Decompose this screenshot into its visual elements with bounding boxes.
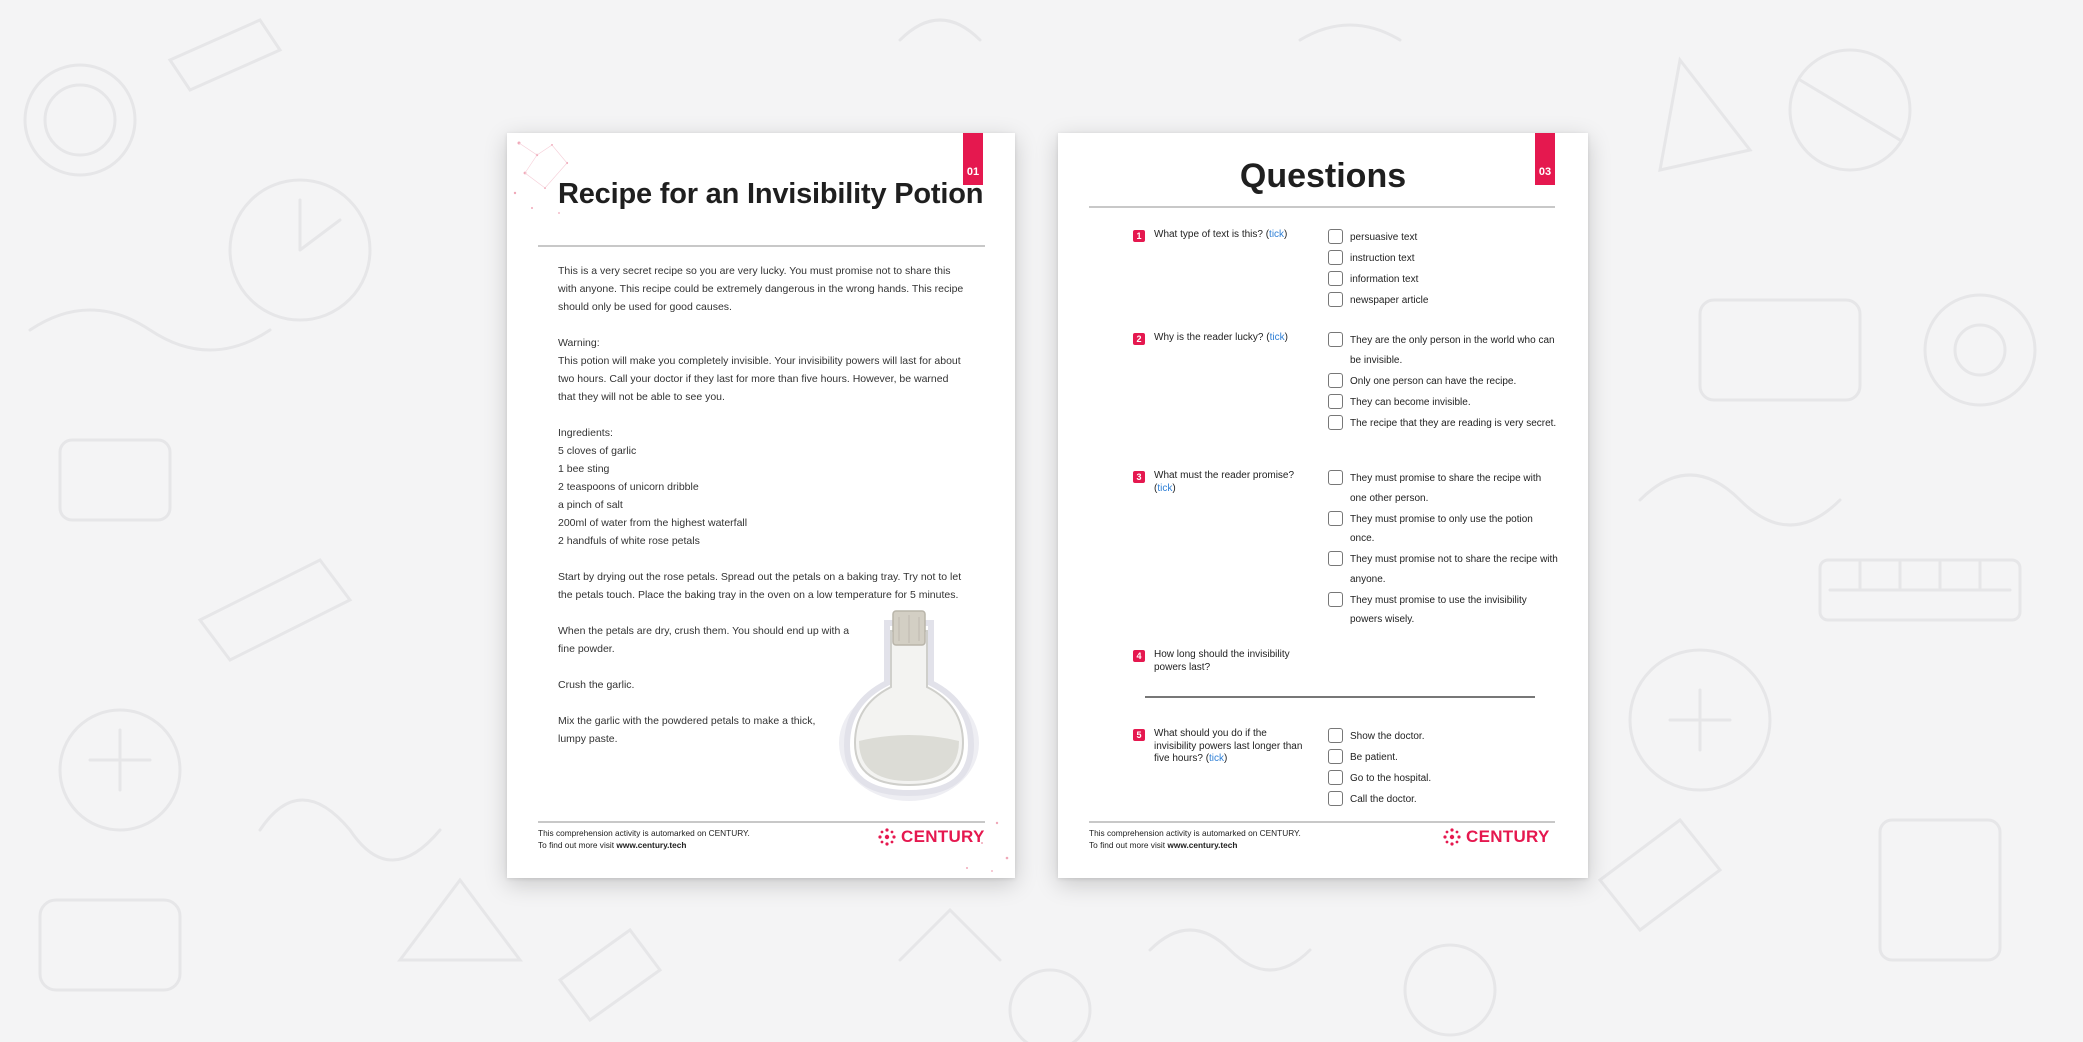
answer-label: persuasive text xyxy=(1350,232,1418,243)
footer-line-2: To find out more visit xyxy=(1089,839,1168,850)
answer-label: They must promise not to share the recipe with anyone. xyxy=(1350,554,1558,585)
footer-note xyxy=(1089,828,1301,851)
answer-checkbox[interactable] xyxy=(1328,749,1343,764)
intro-paragraph: This is a very secret recipe so you are very lucky. You must promise not to share this with anyone. This recipe could be extremely dangerous in the wrong hands. This recipe should only be used for good causes. xyxy=(558,265,964,313)
footer-divider xyxy=(538,821,985,823)
footer-divider xyxy=(1089,821,1555,823)
answer-options xyxy=(1328,228,1560,312)
ingredient-item: a pinch of salt xyxy=(558,499,623,511)
answer-option[interactable] xyxy=(1328,228,1560,248)
question-number: 3 xyxy=(1133,471,1145,483)
answer-label: Be patient. xyxy=(1350,752,1398,763)
century-logo xyxy=(877,827,985,847)
answer-checkbox[interactable] xyxy=(1328,728,1343,743)
footer-note xyxy=(538,828,750,851)
answer-option[interactable] xyxy=(1328,769,1560,789)
answer-checkbox[interactable] xyxy=(1328,271,1343,286)
potion-bottle-icon xyxy=(829,603,989,803)
answer-label: Show the doctor. xyxy=(1350,731,1425,742)
question-text: How long should the invisibility powers last? xyxy=(1154,649,1290,673)
answer-label: They must promise to use the invisibility powers wisely. xyxy=(1350,594,1527,625)
answer-label: They can become invisible. xyxy=(1350,396,1471,408)
answer-options xyxy=(1328,727,1560,811)
answer-label: They are the only person in the world who can be invisible. xyxy=(1350,335,1555,366)
ingredient-item: 1 bee sting xyxy=(558,463,610,475)
century-logo xyxy=(1442,827,1550,847)
page-number-tab: 01 xyxy=(963,133,983,185)
answer-option[interactable] xyxy=(1328,469,1560,508)
page-number-tab: 03 xyxy=(1535,133,1555,185)
answer-option[interactable] xyxy=(1328,727,1560,747)
footer-url-link[interactable]: www.century.tech xyxy=(1167,839,1238,850)
century-logo-icon xyxy=(1442,827,1462,847)
question-number: 5 xyxy=(1133,729,1145,741)
ingredient-item: 2 teaspoons of unicorn dribble xyxy=(558,481,699,493)
answer-option[interactable] xyxy=(1328,291,1560,311)
answer-option[interactable] xyxy=(1328,550,1560,589)
answer-checkbox[interactable] xyxy=(1328,292,1343,307)
answer-line[interactable] xyxy=(1145,696,1535,698)
method-step-4: Mix the garlic with the powdered petals to make a thick, lumpy paste. xyxy=(558,715,816,745)
warning-heading: Warning: xyxy=(558,337,600,349)
footer-line-2: To find out more visit xyxy=(538,839,617,850)
century-logo-icon xyxy=(877,827,897,847)
question-text: What must the reader promise? (tick) xyxy=(1154,470,1295,494)
answer-label: information text xyxy=(1350,274,1419,285)
questions-page xyxy=(1058,133,1588,878)
answer-option[interactable] xyxy=(1328,249,1560,269)
answer-option[interactable] xyxy=(1328,790,1560,810)
warning-paragraph: This potion will make you completely invisible. Your invisibility powers will last for about two hours. Call your doctor if they last for more than five hours. However, be warned that they will not be able to see you. xyxy=(558,355,961,403)
answer-label: Call the doctor. xyxy=(1350,794,1417,805)
method-step-2: When the petals are dry, crush them. You should end up with a fine powder. xyxy=(558,625,850,655)
answer-options xyxy=(1328,469,1560,631)
page-title: Recipe for an Invisibility Potion xyxy=(558,178,984,210)
ingredients-heading: Ingredients: xyxy=(558,427,613,439)
answer-checkbox[interactable] xyxy=(1328,373,1343,388)
answer-label: They must promise to only use the potion once. xyxy=(1350,513,1533,544)
answer-checkbox[interactable] xyxy=(1328,229,1343,244)
footer-line-1: This comprehension activity is automarked on CENTURY. xyxy=(538,828,750,838)
question-text: What should you do if the invisibility powers last longer than five hours? (tick) xyxy=(1154,728,1303,764)
answer-label: They must promise to share the recipe with one other person. xyxy=(1350,473,1542,504)
question-number: 4 xyxy=(1133,650,1145,662)
footer-url-link[interactable]: www.century.tech xyxy=(616,839,687,850)
recipe-page xyxy=(507,133,1015,878)
answer-option[interactable] xyxy=(1328,414,1560,434)
answer-label: The recipe that they are reading is very secret. xyxy=(1350,417,1557,429)
answer-checkbox[interactable] xyxy=(1328,394,1343,409)
answer-option[interactable] xyxy=(1328,372,1560,392)
answer-checkbox[interactable] xyxy=(1328,511,1343,526)
century-wordmark: CENTURY xyxy=(1466,827,1550,846)
answer-label: Go to the hospital. xyxy=(1350,773,1432,784)
answer-option[interactable] xyxy=(1328,393,1560,413)
answer-checkbox[interactable] xyxy=(1328,592,1343,607)
answer-label: Only one person can have the recipe. xyxy=(1350,375,1517,387)
answer-option[interactable] xyxy=(1328,270,1560,290)
title-divider xyxy=(538,245,985,247)
ingredient-item: 2 handfuls of white rose petals xyxy=(558,535,700,547)
title-divider xyxy=(1089,206,1555,208)
answer-option[interactable] xyxy=(1328,748,1560,768)
footer-line-1: This comprehension activity is automarked on CENTURY. xyxy=(1089,828,1301,838)
method-step-1: Start by drying out the rose petals. Spread out the petals on a baking tray. Try not to let the petals touch. Place the baking tray in the oven on a low temperature for 5 minutes. xyxy=(558,571,962,601)
answer-label: newspaper article xyxy=(1350,295,1429,306)
answer-option[interactable] xyxy=(1328,331,1560,370)
answer-options xyxy=(1328,331,1560,435)
ingredient-item: 5 cloves of garlic xyxy=(558,445,637,457)
answer-checkbox[interactable] xyxy=(1328,551,1343,566)
question-text: Why is the reader lucky? (tick) xyxy=(1154,332,1288,343)
answer-option[interactable] xyxy=(1328,591,1560,630)
answer-checkbox[interactable] xyxy=(1328,250,1343,265)
answer-label: instruction text xyxy=(1350,253,1415,264)
answer-checkbox[interactable] xyxy=(1328,470,1343,485)
answer-checkbox[interactable] xyxy=(1328,791,1343,806)
question-text: What type of text is this? (tick) xyxy=(1154,229,1288,240)
page-title: Questions xyxy=(1239,157,1407,195)
answer-checkbox[interactable] xyxy=(1328,415,1343,430)
question-number: 2 xyxy=(1133,333,1145,345)
answer-option[interactable] xyxy=(1328,510,1560,549)
answer-checkbox[interactable] xyxy=(1328,332,1343,347)
method-step-3: Crush the garlic. xyxy=(558,679,635,691)
answer-checkbox[interactable] xyxy=(1328,770,1343,785)
century-wordmark: CENTURY xyxy=(901,827,985,846)
ingredient-item: 200ml of water from the highest waterfall xyxy=(558,517,748,529)
question-number: 1 xyxy=(1133,230,1145,242)
